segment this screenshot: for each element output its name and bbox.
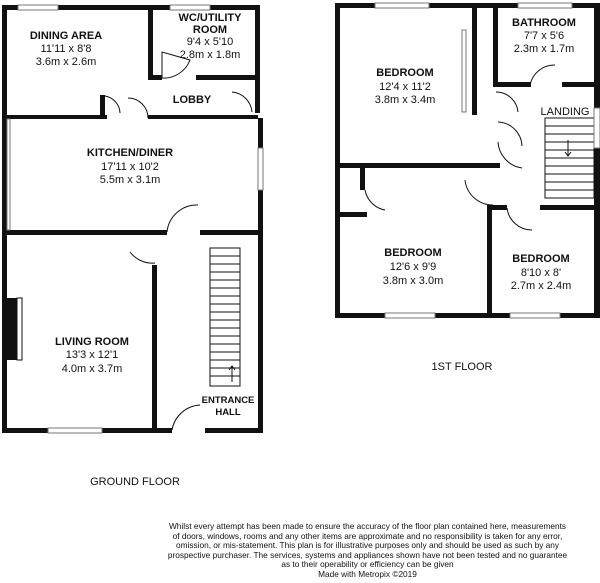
wc-utility-imperial: 9'4 x 5'10 bbox=[186, 36, 234, 48]
disclaimer-line: omission, or mis-statement. This plan is for illustrative purposes only and should be used as such by any bbox=[175, 540, 560, 551]
disclaimer-credit: Made with Metropix ©2019 bbox=[318, 568, 417, 579]
landing-name: LANDING bbox=[540, 106, 590, 118]
kitchen-diner-name: KITCHEN/DINER bbox=[86, 147, 174, 159]
bedroom-2-metric: 3.8m x 3.0m bbox=[382, 275, 444, 287]
dining-area-metric: 3.6m x 2.6m bbox=[35, 56, 97, 68]
living-room-imperial: 13'3 x 12'1 bbox=[65, 349, 119, 361]
stair-treads bbox=[545, 126, 594, 190]
bedroom-2-name: BEDROOM bbox=[384, 247, 442, 259]
first-floor-label: 1ST FLOOR bbox=[431, 361, 493, 373]
disclaimer bbox=[140, 522, 595, 580]
wall bbox=[335, 3, 340, 318]
window bbox=[258, 148, 263, 190]
window bbox=[385, 313, 435, 318]
dining-area-imperial: 11'11 x 8'8 bbox=[40, 43, 92, 55]
kitchen-diner-metric: 5.5m x 3.1m bbox=[99, 174, 161, 186]
wall bbox=[360, 168, 365, 190]
disclaimer-line: of doors, windows, rooms and any other items are approximate and no responsibility is taken for any error, bbox=[172, 530, 563, 541]
window bbox=[594, 108, 600, 148]
bedroom-3-imperial: 8'10 x 8' bbox=[520, 267, 562, 279]
bedroom-1-imperial: 12'4 x 11'2 bbox=[379, 81, 431, 93]
stair-treads bbox=[210, 256, 240, 382]
disclaimer-line: Whilst every attempt has been made to ensure the accuracy of the floor plan contained here, measurements bbox=[168, 521, 567, 531]
bedroom-1-name: BEDROOM bbox=[376, 67, 434, 79]
entrance-hall-name2: HALL bbox=[215, 407, 241, 418]
bathroom-metric: 2.3m x 1.7m bbox=[513, 43, 575, 55]
living-room-name: LIVING ROOM bbox=[55, 336, 129, 348]
window bbox=[170, 5, 210, 10]
wc-utility-metric: 2.8m x 1.8m bbox=[179, 49, 241, 61]
entrance-hall-name: ENTRANCE bbox=[201, 395, 255, 406]
disclaimer-line: as to their operability or efficiency can be given bbox=[281, 559, 454, 570]
door-swings bbox=[105, 52, 252, 430]
wall bbox=[335, 163, 500, 168]
hearth bbox=[17, 298, 22, 360]
bedroom-3-name: BEDROOM bbox=[512, 253, 570, 265]
wall bbox=[148, 115, 258, 119]
wall bbox=[7, 115, 107, 119]
wall bbox=[7, 230, 167, 235]
wall bbox=[472, 3, 477, 115]
wall bbox=[2, 5, 7, 433]
wall bbox=[335, 212, 367, 217]
window bbox=[18, 5, 58, 10]
wall bbox=[487, 205, 492, 318]
bedroom-2-imperial: 12'6 x 9'9 bbox=[389, 261, 437, 273]
window bbox=[48, 428, 102, 433]
wall bbox=[487, 205, 507, 210]
wall bbox=[562, 82, 600, 87]
window bbox=[510, 313, 560, 318]
wall bbox=[493, 3, 498, 85]
ground-floor-plan bbox=[2, 5, 263, 433]
wall bbox=[148, 5, 153, 80]
ground-floor-label: GROUND FLOOR bbox=[90, 476, 180, 488]
wall bbox=[594, 3, 600, 318]
disclaimer-line: prospective purchaser. The services, systems and appliances shown have not been tested and no guarantee bbox=[167, 549, 568, 560]
lobby-name: LOBBY bbox=[172, 94, 212, 106]
dining-area-name: DINING AREA bbox=[29, 30, 103, 42]
wall bbox=[493, 82, 531, 87]
wc-utility-name: WC/UTILITY bbox=[178, 12, 242, 24]
wall bbox=[200, 230, 260, 235]
wall bbox=[152, 265, 157, 433]
wc-utility-name2: ROOM bbox=[192, 24, 228, 36]
stairs bbox=[210, 248, 240, 386]
wall bbox=[148, 75, 162, 80]
window bbox=[462, 30, 466, 112]
living-room-metric: 4.0m x 3.7m bbox=[61, 363, 123, 375]
window bbox=[518, 3, 572, 8]
bathroom-imperial: 7'7 x 5'6 bbox=[523, 30, 565, 42]
wall bbox=[540, 205, 600, 210]
wall bbox=[255, 5, 260, 113]
wall bbox=[196, 75, 260, 80]
window bbox=[7, 119, 10, 230]
wall bbox=[205, 428, 263, 433]
wall bbox=[100, 95, 105, 119]
window bbox=[375, 3, 429, 8]
bedroom-1-metric: 3.8m x 3.4m bbox=[374, 94, 436, 106]
bedroom-3-metric: 2.7m x 2.4m bbox=[510, 280, 572, 292]
fireplace bbox=[7, 298, 17, 360]
kitchen-diner-imperial: 17'11 x 10'2 bbox=[101, 161, 159, 173]
bathroom-name: BATHROOM bbox=[512, 17, 576, 29]
